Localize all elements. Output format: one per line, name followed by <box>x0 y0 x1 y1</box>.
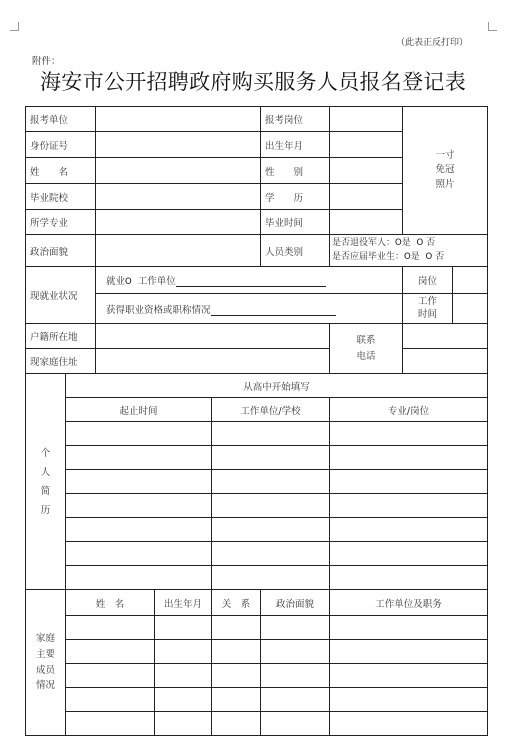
crop-mark-left <box>10 22 19 31</box>
position-applied-input[interactable] <box>96 107 261 132</box>
post-applied-input[interactable] <box>330 107 403 132</box>
family-header-birth: 出生年月 <box>155 590 212 616</box>
position-applied-label: 报考单位 <box>26 107 96 132</box>
job-post-label: 岗位 <box>403 267 453 294</box>
personnel-type-options <box>330 235 488 267</box>
employment-unit-line[interactable] <box>96 267 403 294</box>
family-label: 家庭 主要 成员 情况 <box>26 590 66 736</box>
attachment-label: 附件： <box>32 56 61 67</box>
resume-header-period: 起止时间 <box>66 398 212 422</box>
hukou-label: 户籍所在地 <box>26 324 96 349</box>
contact-phone-input-2[interactable] <box>403 349 488 374</box>
education-input[interactable] <box>330 184 403 210</box>
birth-date-input[interactable] <box>330 132 403 158</box>
hukou-input[interactable] <box>96 324 330 349</box>
photo-label-2: 免冠 <box>435 164 455 176</box>
resume-header-major: 专业/岗位 <box>330 398 488 422</box>
major-label: 所学专业 <box>26 210 96 235</box>
id-number-input[interactable] <box>96 132 261 158</box>
photo-label-3: 照片 <box>435 178 455 190</box>
graduation-time-label: 毕业时间 <box>261 210 330 235</box>
crop-mark-right <box>488 22 497 31</box>
home-address-input[interactable] <box>96 349 330 374</box>
resume-label: 个 人 简 历 <box>26 374 66 590</box>
resume-subtitle: 从高中开始填写 <box>66 374 488 398</box>
post-applied-label: 报考岗位 <box>261 107 330 132</box>
school-label: 毕业院校 <box>26 184 96 210</box>
gender-label: 性 别 <box>261 158 330 184</box>
political-status-input[interactable] <box>96 235 261 267</box>
major-input[interactable] <box>96 210 261 235</box>
resume-row <box>26 494 488 518</box>
personnel-type-label: 人员类别 <box>261 235 330 267</box>
work-time-input[interactable] <box>453 294 488 324</box>
resume-row <box>26 542 488 566</box>
qualification-label: 获得职业资格或职称情况 <box>106 304 211 316</box>
employed-label: 就业 <box>106 276 126 287</box>
resume-row <box>26 446 488 470</box>
veteran-question: 是否退役军人：O是 O 否 <box>332 238 436 249</box>
print-note: （此表正反打印） <box>396 38 469 48</box>
fresh-grad-no-radio[interactable]: O <box>425 251 433 262</box>
family-row <box>26 664 488 688</box>
home-address-label: 现家庭住址 <box>26 349 96 374</box>
photo-label-1: 一寸 <box>435 150 455 162</box>
work-unit-underline[interactable] <box>176 275 326 287</box>
political-status-label: 政治面貌 <box>26 235 96 267</box>
graduation-time-input[interactable] <box>330 210 403 235</box>
page-title: 海安市公开招聘政府购买服务人员报名登记表 <box>40 70 466 94</box>
family-header-name: 姓 名 <box>66 590 155 616</box>
work-time-label: 工作 时间 <box>403 294 453 324</box>
family-row <box>26 712 488 736</box>
resume-row <box>26 470 488 494</box>
id-number-label: 身份证号 <box>26 132 96 158</box>
family-row <box>26 616 488 640</box>
school-input[interactable] <box>96 184 261 210</box>
fresh-grad-question: 是否应届毕业生：O是 O 否 <box>332 251 445 262</box>
work-unit-label: 工作单位 <box>137 276 176 287</box>
education-label: 学 历 <box>261 184 330 210</box>
employed-radio[interactable]: O <box>125 277 132 287</box>
qualification-underline[interactable] <box>211 304 336 316</box>
family-header-relation: 关 系 <box>212 590 261 616</box>
resume-row <box>26 518 488 542</box>
veteran-no-radio[interactable]: O <box>416 238 424 249</box>
family-header-political: 政治面貌 <box>261 590 330 616</box>
family-row <box>26 688 488 712</box>
qualification-line[interactable] <box>96 294 403 324</box>
job-post-input[interactable] <box>453 267 488 294</box>
name-input[interactable] <box>96 158 261 184</box>
family-row <box>26 640 488 664</box>
employment-status-label: 现就业状况 <box>26 267 96 324</box>
registration-form <box>25 106 488 736</box>
gender-input[interactable] <box>330 158 403 184</box>
birth-date-label: 出生年月 <box>261 132 330 158</box>
family-header-work: 工作单位及职务 <box>330 590 488 616</box>
resume-header-unit: 工作单位/学校 <box>212 398 330 422</box>
contact-phone-label: 联系 电话 <box>330 324 403 374</box>
resume-row <box>26 566 488 590</box>
veteran-yes-radio[interactable]: O <box>395 238 402 249</box>
fresh-grad-yes-radio[interactable]: O <box>404 251 411 262</box>
resume-row <box>26 422 488 446</box>
contact-phone-input-1[interactable] <box>403 324 488 349</box>
name-label: 姓 名 <box>26 158 96 184</box>
photo-box[interactable] <box>403 107 488 235</box>
